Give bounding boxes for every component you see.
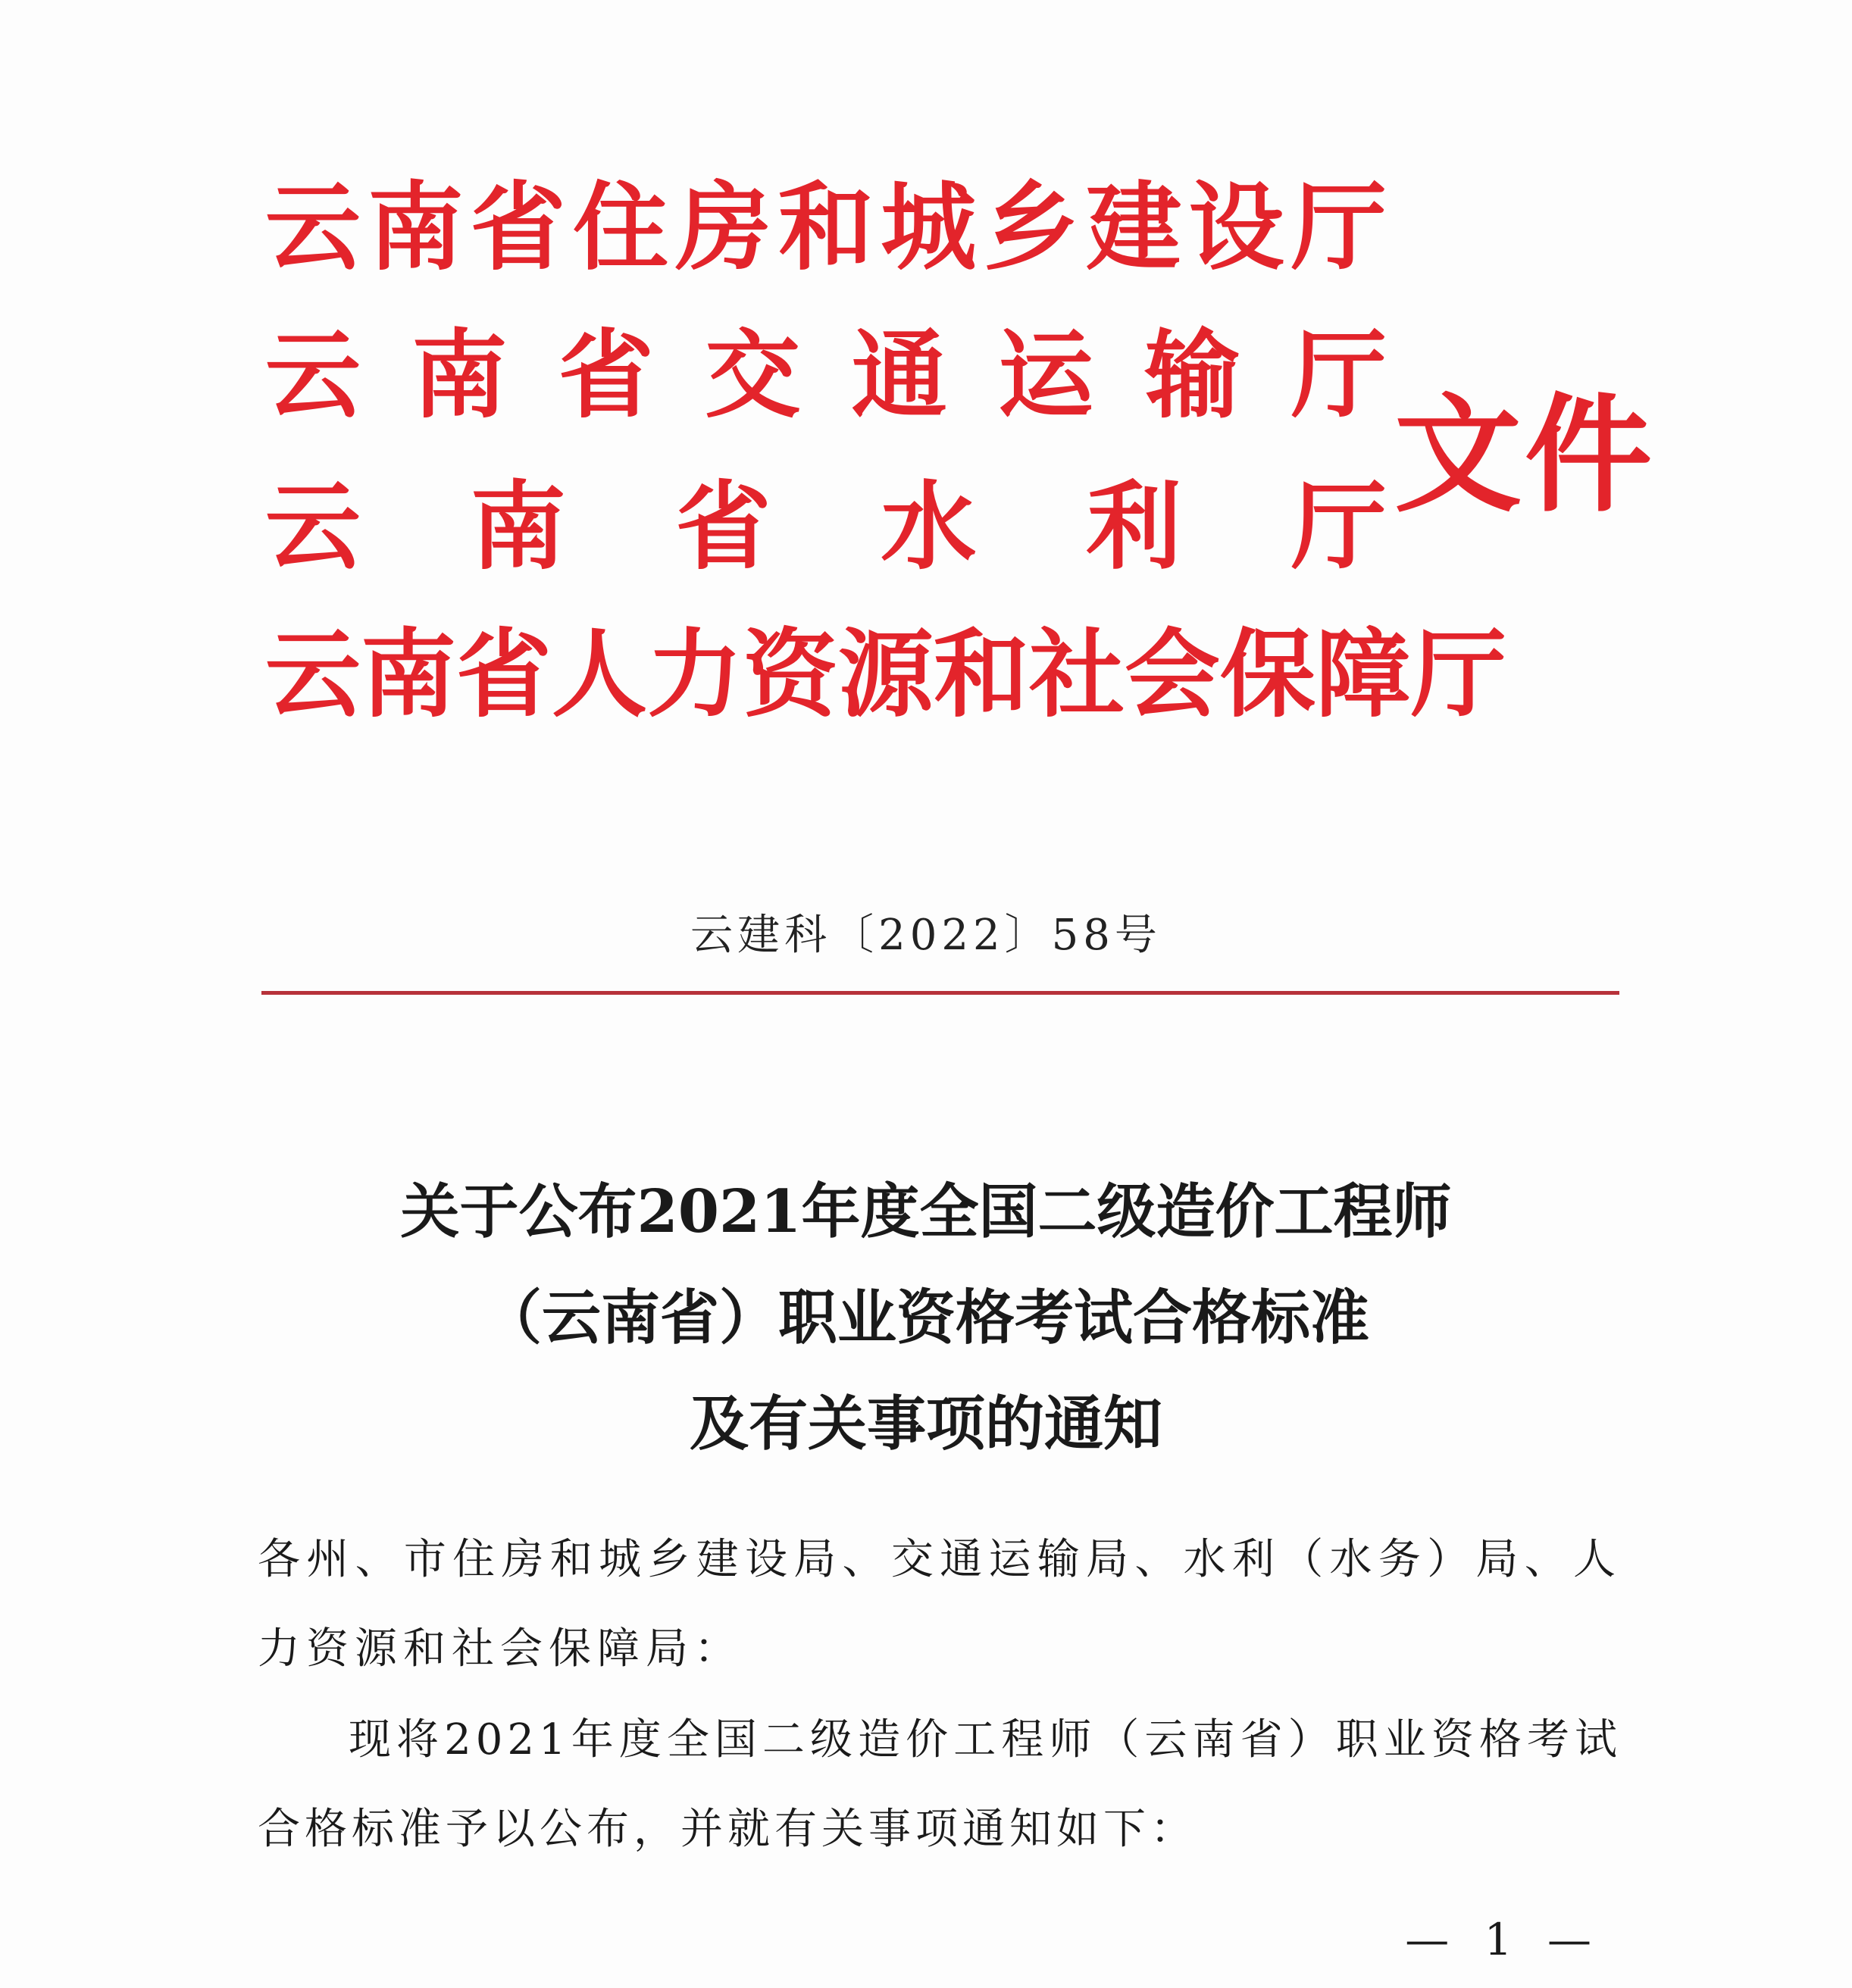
issuer-name-1 <box>265 163 1387 292</box>
issuer-char: 力 <box>647 618 743 730</box>
issuer-char: 厅 <box>1290 470 1387 583</box>
issuer-char: 城 <box>881 171 977 283</box>
title-line-3: 及有关事项的通知 <box>689 1389 1162 1458</box>
issuer-char: 厅 <box>1411 618 1506 730</box>
document-type-label: 文件 <box>1394 380 1655 530</box>
letterhead <box>265 163 1705 761</box>
title-line-2: （云南省）职业资格考试合格标准 <box>482 1283 1369 1352</box>
issuer-char: 省 <box>470 171 566 283</box>
red-divider <box>261 991 1619 995</box>
issuer-char: 省 <box>456 618 552 730</box>
issuer-char: 和 <box>777 171 874 283</box>
issuer-char: 社 <box>1029 618 1125 730</box>
issuer-char: 建 <box>1086 171 1182 283</box>
issuer-char: 云 <box>265 470 361 583</box>
issuer-char: 输 <box>1144 319 1240 431</box>
issuer-char: 厅 <box>1290 319 1387 431</box>
issuer-char: 利 <box>1086 470 1182 583</box>
issuer-char: 省 <box>558 319 654 431</box>
issuer-char: 南 <box>361 618 456 730</box>
issuer-char: 保 <box>1220 618 1315 730</box>
issuer-char: 会 <box>1125 618 1220 730</box>
issuer-char: 省 <box>675 470 771 583</box>
body-paragraph: 现将2021年度全国二级造价工程师（云南省）职业资格考试合格标准予以公布，并就有关事项通知如下： <box>258 1715 1622 1854</box>
issuer-char: 南 <box>411 319 508 431</box>
issuer-name-2 <box>265 311 1387 439</box>
issuer-char: 交 <box>705 319 801 431</box>
document-title <box>0 1159 1852 1477</box>
issuer-char: 和 <box>934 618 1029 730</box>
issuer-char: 源 <box>838 618 934 730</box>
document-number: 云建科〔2022〕58号 <box>690 911 1162 960</box>
issuer-char: 云 <box>265 171 361 283</box>
issuer-char: 南 <box>368 171 464 283</box>
issuer-char: 障 <box>1315 618 1411 730</box>
issuer-char: 人 <box>552 618 647 730</box>
issuer-char: 通 <box>851 319 947 431</box>
addressee: 各州、市住房和城乡建设局、交通运输局、水利（水务）局、人力资源和社会保障局： <box>258 1535 1622 1674</box>
issuer-char: 运 <box>998 319 1094 431</box>
title-line-1: 关于公布2021年度全国二级造价工程师 <box>400 1177 1452 1246</box>
issuer-char: 房 <box>675 171 771 283</box>
issuer-char: 设 <box>1188 171 1284 283</box>
issuer-char: 乡 <box>983 171 1079 283</box>
issuer-char: 厅 <box>1290 171 1387 283</box>
issuer-char: 住 <box>573 171 669 283</box>
issuer-char: 水 <box>881 470 977 583</box>
page-number: — 1 — <box>1405 1914 1602 1965</box>
issuer-char: 南 <box>470 470 566 583</box>
issuer-char: 资 <box>743 618 838 730</box>
issuer-name-4 <box>265 610 1506 739</box>
issuer-char: 云 <box>265 319 361 431</box>
issuer-char: 云 <box>265 618 361 730</box>
issuer-name-3 <box>265 462 1387 591</box>
